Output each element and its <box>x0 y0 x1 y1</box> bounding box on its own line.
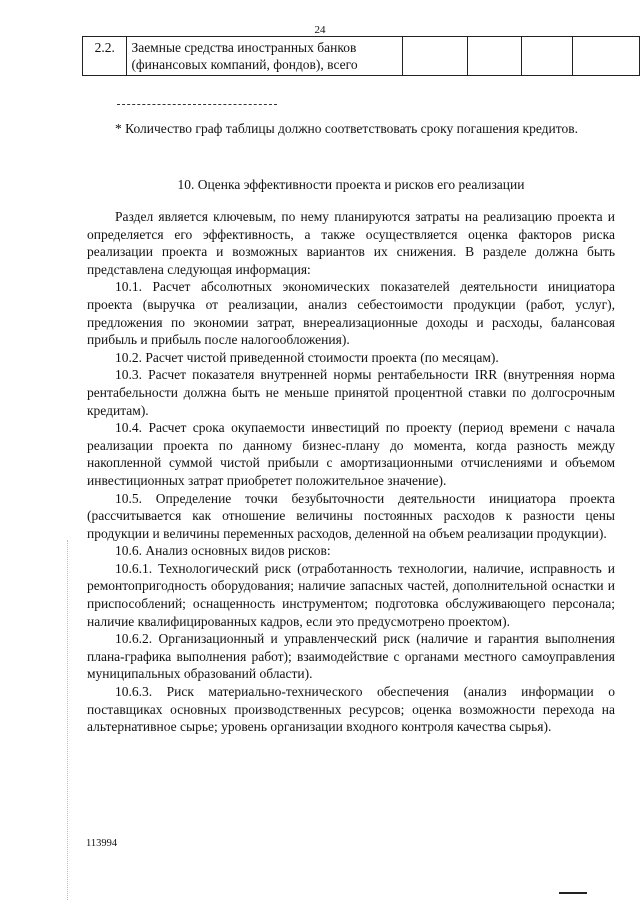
document-code: 113994 <box>86 838 118 849</box>
paragraph: 10.6.1. Технологический риск (отработанность технологии, наличие, исправность и ремонтопригодность оборудования; наличие запасных частей, дополнительной оснастки и приспособлений; оснащенность инструментом; подготовка обслуживающего персонала; наличие квалифицированных кадров, если это предусмотрено проектом). <box>87 560 615 629</box>
paragraph: 10.4. Расчет срока окупаемости инвестиций по проекту (период времени с начала реализации проекта по данному бизнес-плану до момента, когда разность между накопленной суммой чистой прибыли с амортизационными отчислениями и объемом инвестиционных затрат приобретет положительное значение). <box>87 420 615 488</box>
table-row <box>83 37 640 76</box>
empty-cell <box>403 37 468 76</box>
paragraph: 10.1. Расчет абсолютных экономических показателей деятельности инициатора проекта (выручка от реализации, анализ себестоимости продукции (работ, услуг), предложения по экономии затрат, внереализационные доходы и расходы, балансовая прибыль и прибыль после налогообложения). <box>87 279 615 348</box>
financing-table <box>82 36 640 76</box>
section-body <box>87 208 615 736</box>
paragraph: 10.6. Анализ основных видов рисков: <box>115 543 331 559</box>
footnote-block <box>87 120 615 138</box>
paragraph: Раздел является ключевым, по нему планируются затраты на реализацию проекта и определяется его эффективность, а также осуществляется оценка факторов риска реализации проекта и возможных вариантов их снижения. В разделе должна быть представлена следующая информация: <box>87 209 615 277</box>
section-heading: 10. Оценка эффективности проекта и рисков его реализации <box>177 177 525 192</box>
paragraph: 10.3. Расчет показателя внутренней нормы рентабельности IRR (внутренняя норма рентабельности должна быть не меньше принятой процентной ставки по долгосрочным кредитам). <box>87 367 615 418</box>
paragraph: 10.6.2. Организационный и управленческий риск (наличие и гарантия выполнения плана-графика выполнения работ); взаимодействие с органами местного самоуправления муниципальных образований области). <box>87 631 615 682</box>
paragraph: 10.6.3. Риск материально-технического обеспечения (анализ информации о поставщиках основных производственных ресурсов; оценка возможности перехода на альтернативное сырье; уровень организации входного контроля качества сырья). <box>87 684 615 735</box>
footnote: * Количество граф таблицы должно соответствовать сроку погашения кредитов. <box>115 121 578 136</box>
footnote-separator <box>117 104 277 105</box>
scan-artifact <box>67 540 69 900</box>
empty-cell <box>573 37 640 76</box>
row-number: 2.2. <box>83 37 127 76</box>
scan-mark <box>559 892 587 894</box>
paragraph: 10.2. Расчет чистой приведенной стоимости проекта (по месяцам). <box>115 349 499 365</box>
paragraph: 10.5. Определение точки безубыточности деятельности инициатора проекта (рассчитывается как отношение величины постоянных расходов к разности цены продукции и величины переменных расходов, деленной на объем реализации продукции). <box>87 490 615 541</box>
page-number: 24 <box>314 24 326 36</box>
row-label: Заемные средства иностранных банков (финансовых компаний, фондов), всего <box>127 37 403 76</box>
empty-cell <box>521 37 572 76</box>
empty-cell <box>468 37 521 76</box>
